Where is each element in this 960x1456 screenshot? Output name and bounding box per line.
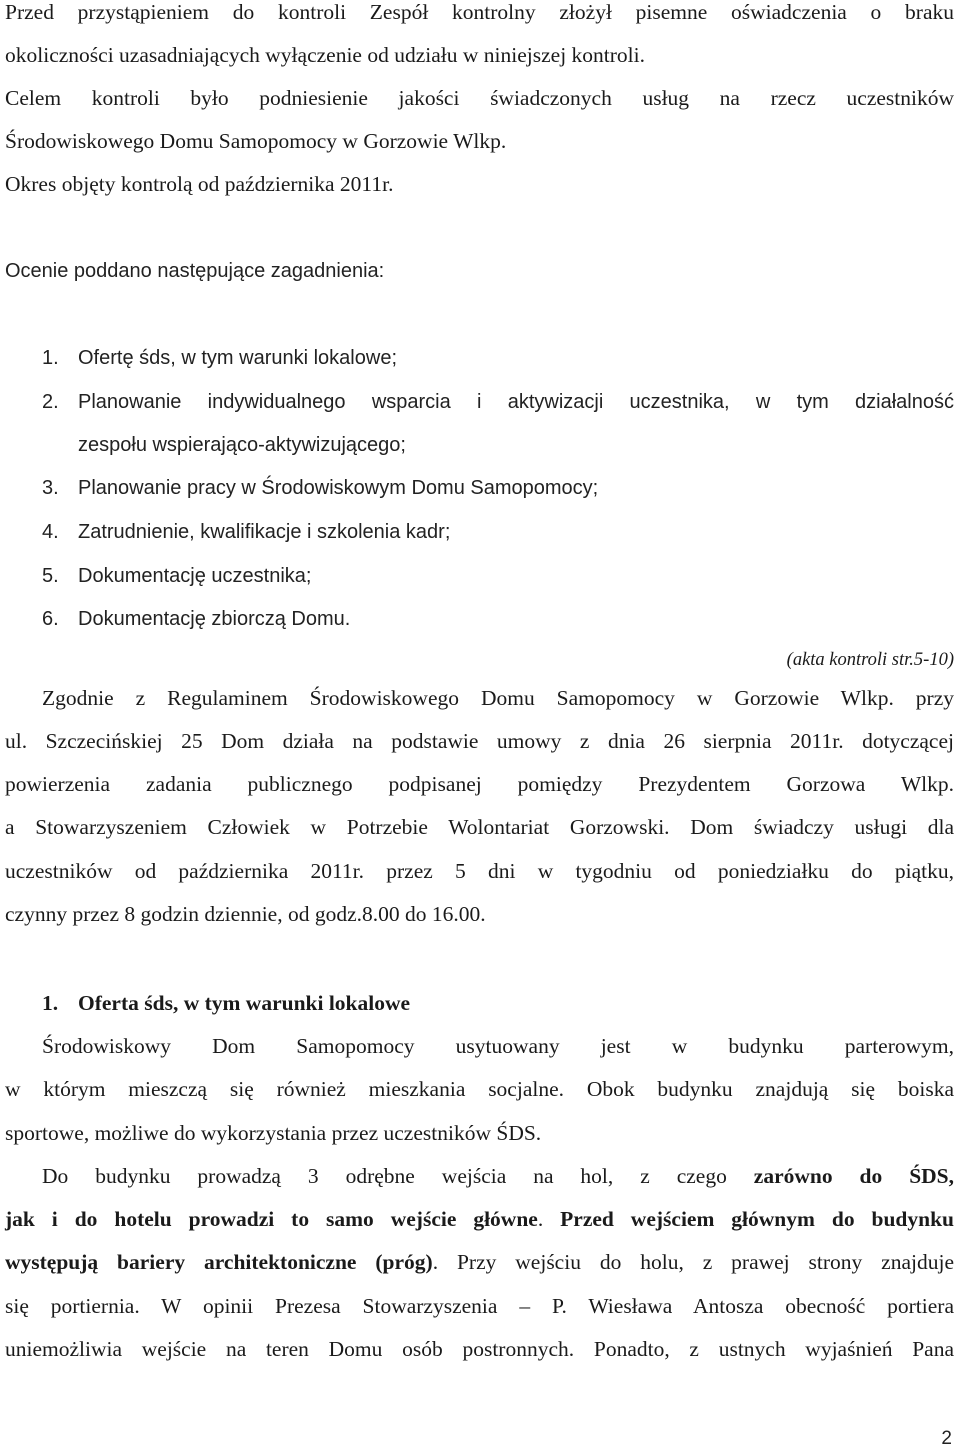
- intro-line: Środowiskowego Domu Samopomocy w Gorzowie Wlkp.: [5, 129, 507, 153]
- intro-line: Okres objęty kontrolą od października 2011r.: [5, 172, 394, 196]
- paragraph-line: ul. Szczecińskiej 25 Dom działa na podstawie umowy z dnia 26 sierpnia 2011r. dotyczącej: [5, 729, 954, 753]
- text-run: . Przy wejściu do holu, z prawej strony znajduje: [432, 1250, 955, 1274]
- intro-line: okoliczności uzasadniających wyłączenie od udziału w niniejszej kontroli.: [5, 43, 645, 67]
- paragraph-line: a Stowarzyszeniem Człowiek w Potrzebie Wolontariat Gorzowski. Dom świadczy usługi dla: [5, 815, 954, 839]
- list-item-number: 2.: [42, 391, 59, 413]
- bold-text-run: jak i do hotelu prowadzi to samo wejście główne: [5, 1207, 538, 1231]
- intro-line: Przed przystąpieniem do kontroli Zespół kontrolny złożył pisemne oświadczenia o braku: [5, 0, 954, 24]
- list-item-text: Ofertę śds, w tym warunki lokalowe;: [78, 347, 397, 369]
- paragraph-line: uniemożliwia wejście na teren Domu osób postronnych. Ponadto, z ustnych wyjaśnień Pana: [5, 1337, 954, 1361]
- paragraph-line: w którym mieszczą się również mieszkania socjalne. Obok budynku znajdują się boiska: [5, 1077, 954, 1101]
- list-item: [42, 390, 954, 414]
- list-item-text: Planowanie pracy w Środowiskowym Domu Samopomocy;: [78, 477, 599, 499]
- paragraph-line: Środowiskowy Dom Samopomocy usytuowany jest w budynku parterowym,: [42, 1034, 954, 1058]
- paragraph-line: Zgodnie z Regulaminem Środowiskowego Domu Samopomocy w Gorzowie Wlkp. przy: [42, 686, 954, 710]
- list-item-number: 5.: [42, 565, 59, 587]
- paragraph-line: [5, 1207, 954, 1231]
- list-item-continuation: zespołu wspierająco-aktywizującego;: [78, 434, 406, 456]
- paragraph-line: powierzenia zadania publicznego podpisanej pomiędzy Prezydentem Gorzowa Wlkp.: [5, 772, 954, 796]
- reference-note: (akta kontroli str.5-10): [786, 650, 954, 670]
- paragraph-line: uczestników od października 2011r. przez 5 dni w tygodniu od poniedziałku do piątku,: [5, 859, 954, 883]
- list-heading: Ocenie poddano następujące zagadnienia:: [5, 260, 385, 282]
- paragraph-line: czynny przez 8 godzin dziennie, od godz.8.00 do 16.00.: [5, 902, 486, 926]
- list-item-number: 1.: [42, 347, 59, 369]
- paragraph-line: się portiernia. W opinii Prezesa Stowarzyszenia – P. Wiesława Antosza obecność portiera: [5, 1294, 954, 1318]
- list-item: [42, 564, 954, 588]
- intro-line: Celem kontroli było podniesienie jakości świadczonych usług na rzecz uczestników: [5, 86, 954, 110]
- bold-text-run: występują bariery architektoniczne (próg): [5, 1250, 433, 1274]
- list-item-text: Zatrudnienie, kwalifikacje i szkolenia kadr;: [78, 521, 451, 543]
- bold-text-run: Przed wejściem głównym do budynku: [560, 1207, 955, 1231]
- list-item-text: Dokumentację zbiorczą Domu.: [78, 608, 351, 630]
- paragraph-line: sportowe, możliwe do wykorzystania przez uczestników ŚDS.: [5, 1121, 542, 1145]
- list-item: [42, 476, 954, 500]
- list-item-text: Planowanie indywidualnego wsparcia i aktywizacji uczestnika, w tym działalność: [78, 391, 954, 413]
- list-item: [42, 520, 954, 544]
- text-run: .: [537, 1207, 561, 1231]
- section-number: 1.: [42, 991, 59, 1015]
- section-title: Oferta śds, w tym warunki lokalowe: [78, 991, 411, 1015]
- page-number: 2: [941, 1428, 952, 1449]
- paragraph-line: [5, 1250, 954, 1274]
- list-item: [42, 607, 954, 631]
- paragraph-line: [42, 1164, 954, 1188]
- list-item-number: 3.: [42, 477, 59, 499]
- list-item-text: Dokumentację uczestnika;: [78, 565, 312, 587]
- bold-text-run: zarówno do ŚDS,: [753, 1164, 955, 1188]
- list-item-number: 4.: [42, 521, 59, 543]
- list-item-number: 6.: [42, 608, 59, 630]
- list-item: [42, 346, 954, 370]
- section-heading: [42, 991, 954, 1015]
- text-run: Do budynku prowadzą 3 odrębne wejścia na hol, z czego: [42, 1164, 754, 1188]
